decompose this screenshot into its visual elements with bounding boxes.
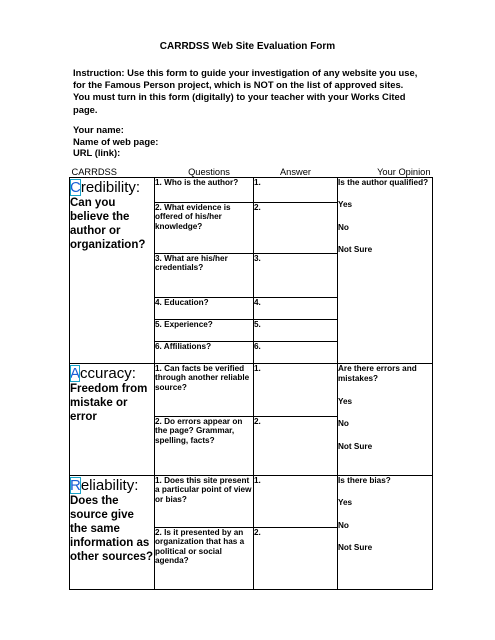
opinion-option-no[interactable]: No [338,520,349,530]
answer-cell[interactable]: 2. [254,203,338,254]
opinion-option-not-sure[interactable]: Not Sure [338,441,373,451]
question-cell: 4. Education? [155,298,254,320]
header-questions: Questions [155,167,254,178]
opinion-option-yes[interactable]: Yes [338,200,353,210]
student-fields [73,124,158,159]
opinion-option-not-sure[interactable]: Not Sure [338,543,373,553]
opinion-question: Are there errors and mistakes? [338,364,417,384]
reliability-category-cell [70,476,155,590]
reliability-heading: Reliability: [70,477,139,494]
answer-cell[interactable]: 1. [254,364,338,417]
question-cell: 1. Who is the author? [155,178,254,203]
answer-cell[interactable]: 1. [254,178,338,203]
credibility-opinion-cell [338,178,433,364]
question-cell: 2. What evidence is offered of his/her knowledge? [155,203,254,254]
answer-cell[interactable]: 3. [254,254,338,298]
table-header-row [70,167,433,178]
answer-cell[interactable]: 2. [254,417,338,476]
accuracy-heading: Accuracy: [70,365,136,382]
accuracy-subtitle: Freedom from mistake or error [70,383,148,423]
answer-cell[interactable]: 4. [254,298,338,320]
credibility-subtitle: Can you believe the author or organization? [70,197,146,251]
header-opinion: Your Opinion [338,167,433,178]
reliability-subtitle: Does the source give the same information as other sources? [70,495,154,563]
credibility-heading: Credibility: [70,179,141,196]
opinion-option-not-sure[interactable]: Not Sure [338,245,373,255]
evaluation-table [69,167,433,590]
accuracy-opinion-cell [338,364,433,476]
form-title: CARRDSS Web Site Evaluation Form [159,41,336,52]
table-row [70,476,433,528]
answer-cell[interactable]: 5. [254,320,338,342]
question-cell: 2. Do errors appear on the page? Grammar, spelling, facts? [155,417,254,476]
table-row [70,178,433,203]
opinion-question: Is there bias? [338,476,391,485]
question-cell: 6. Affiliations? [155,342,254,364]
opinion-question: Is the author qualified? [338,178,429,187]
question-cell: 1. Does this site present a particular point of view or bias? [155,476,254,528]
question-cell: 5. Experience? [155,320,254,342]
question-cell: 1. Can facts be verified through another reliable source? [155,364,254,417]
question-cell: 3. What are his/her credentials? [155,254,254,298]
opinion-option-yes[interactable]: Yes [338,498,353,508]
table-row [70,364,433,417]
answer-cell[interactable]: 6. [254,342,338,364]
question-cell: 2. Is it presented by an organization that has a political or social agenda? [155,528,254,590]
your-name-field-label: Your name: [73,124,124,135]
web-page-name-field-label: Name of web page: [73,135,159,147]
answer-cell[interactable]: 2. [254,528,338,590]
credibility-category-cell [70,178,155,364]
opinion-option-yes[interactable]: Yes [338,396,353,406]
instruction-text: Instruction: Use this form to guide your investigation of any website you use, for the Famous Person project, which is NOT on the list of approved sites. You must turn in this form (digitally) to your teacher with your Works Cited page. [73,67,418,115]
answer-cell[interactable]: 1. [254,476,338,528]
header-category: CARRDSS [70,167,155,178]
reliability-opinion-cell [338,476,433,590]
header-answer: Answer [254,167,338,178]
opinion-option-no[interactable]: No [338,419,349,429]
opinion-option-no[interactable]: No [338,222,349,232]
accuracy-category-cell [70,364,155,476]
url-field-label: URL (link): [73,147,121,159]
